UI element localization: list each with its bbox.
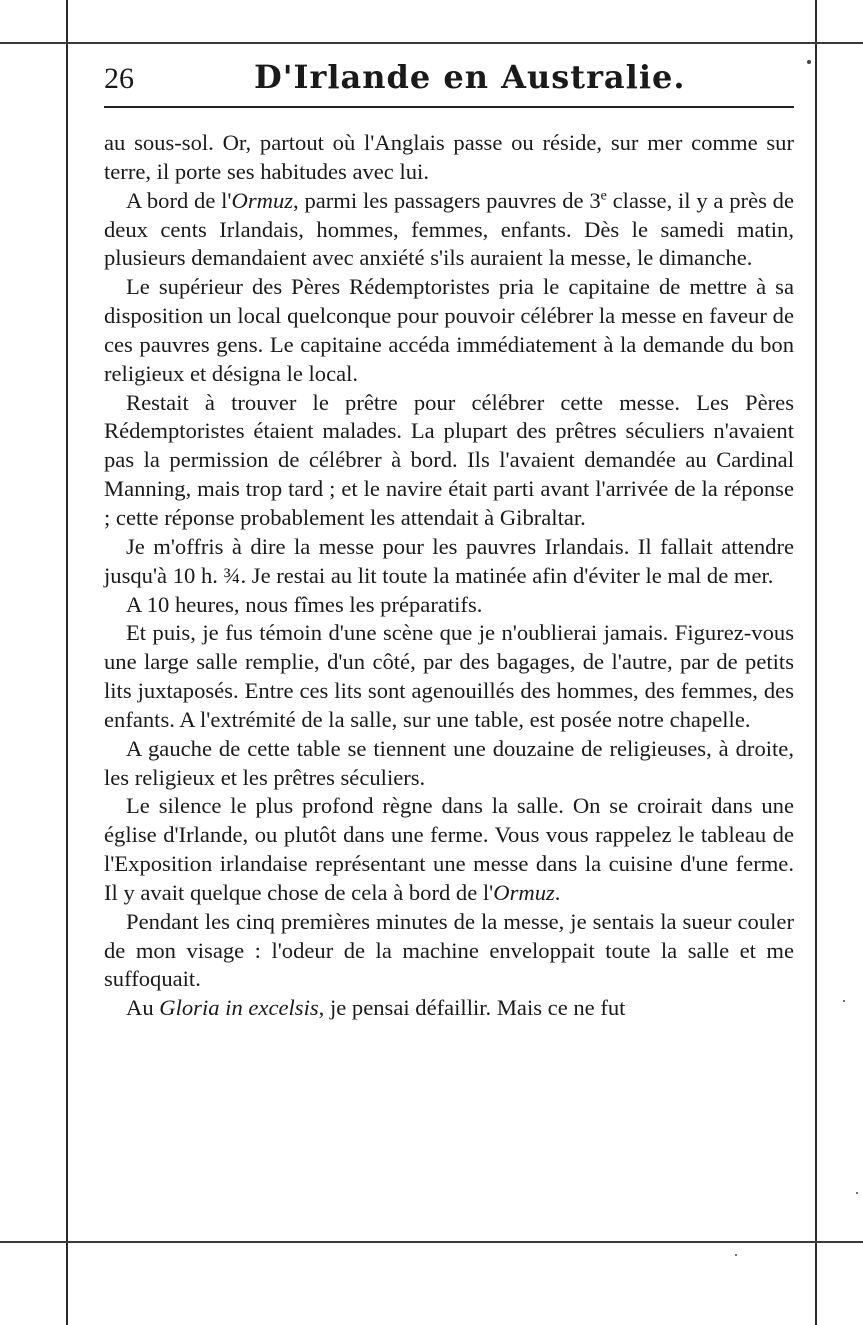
paragraph: Le supérieur des Pères Rédemptoristes pria le capitaine de mettre à sa disposition un local quelconque pour pouvoir célébrer la messe en faveur de ces pauvres gens. Le capitaine accéda immédiatement à la demande du bon religieux et désigna le local. [104,274,794,386]
running-head [104,52,794,102]
ship-name: Ormuz [493,879,555,905]
text-run: classe, il y a près de deux cents Irlandais, hommes, femmes, enfants. Dès le samedi matin, plusieurs demandaient avec anxiété s'ils auraient la messe, le dimanche. [104,187,794,271]
ship-name: Ormuz [231,187,294,213]
paragraph: au sous-sol. Or, partout où l'Anglais passe ou réside, sur mer comme sur terre, il porte ses habitudes avec lui. [104,130,794,184]
scan-speck [843,1000,845,1002]
scan-speck [856,1192,858,1194]
paragraph: Et puis, je fus témoin d'une scène que je n'oublierai jamais. Figurez-vous une large salle remplie, d'un côté, par des bagages, de l'autre, par de petits lits juxtaposés. Entre ces lits sont agenouillés des hommes, des femmes, des enfants. A l'extrémité de la salle, sur une table, est posée notre chapelle. [104,620,794,732]
paragraph [104,994,794,1023]
scan-border-left [66,0,68,1325]
hymn-title: Gloria in excelsis [159,995,319,1021]
scan-speck [807,60,811,64]
paragraph: A 10 heures, nous fîmes les préparatifs. [126,591,483,617]
running-title: D'Irlande en Australie. [254,58,686,96]
text-body [104,129,794,1023]
text-run: Au [126,995,160,1021]
text-run: A bord de l' [126,187,232,213]
text-run: Le silence le plus profond règne dans la salle. On se croirait dans une église d'Irlande, ou plutôt dans une ferme. Vous vous rappelez le tableau de l'Exposition irlandaise représentant une messe dans la cuisine d'une ferme. Il y avait quelque chose de cela à bord de l' [104,793,794,905]
scan-border-bottom [0,1241,863,1243]
text-run: . [554,879,561,905]
page-number: 26 [104,62,134,95]
paragraph: A gauche de cette table se tiennent une douzaine de religieuses, à droite, les religieux et les prêtres séculiers. [104,735,794,790]
paragraph: Pendant les cinq premières minutes de la messe, je sentais la sueur couler de mon visage : l'odeur de la machine enveloppait toute la salle et me suffoquait. [104,908,794,992]
scan-speck [735,1254,737,1256]
book-page [104,52,794,1021]
scan-border-right [815,0,817,1325]
paragraph: Je m'offris à dire la messe pour les pauvres Irlandais. Il fallait attendre jusqu'à 10 h. ¾. Je restai au lit toute la matinée afin d'éviter le mal de mer. [104,533,794,588]
paragraph: Restait à trouver le prêtre pour célébrer cette messe. Les Pères Rédemptoristes étaient malades. La plupart des prêtres séculiers n'avaient pas la permission de célébrer à bord. Ils l'avaient demandée au Cardinal Manning, mais trop tard ; et le navire était parti avant l'arrivée de la réponse ; cette réponse probablement les attendait à Gibraltar. [104,389,794,530]
paragraph [104,792,794,907]
text-run: , parmi les passagers pauvres de 3 [293,187,601,213]
text-run: , je pensai défaillir. Mais ce ne fut [318,995,626,1021]
scan-border-top [0,42,863,44]
superscript: e [600,188,607,204]
header-rule [104,106,794,108]
paragraph [104,187,794,274]
